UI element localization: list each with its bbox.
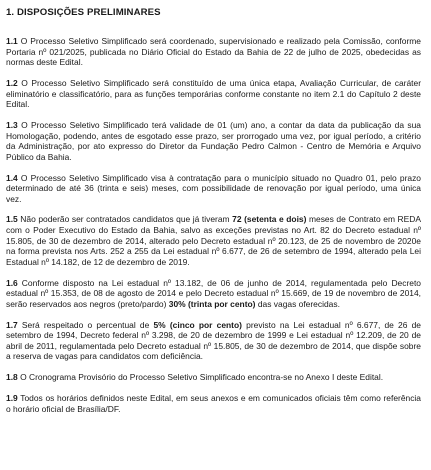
paragraph-text: Conforme disposto na Lei estadual nº 13.182, de 06 de junho de 2014, regulamentada pelo Decreto estadual nº 15.353, de 08 de agosto de 2014 e pelo Decreto estadual nº 15.669, de 19 de novembro de 2014, serão reservados aos negros (preto/pardo) xyxy=(6,277,421,309)
paragraph-number: 1.3 xyxy=(6,119,18,130)
paragraph-1-9 xyxy=(6,393,421,414)
paragraph-1-1 xyxy=(6,36,421,68)
paragraph-1-3 xyxy=(6,120,421,162)
section-heading: 1. DISPOSIÇÕES PRELIMINARES xyxy=(6,7,161,18)
paragraph-emphasis: 30% (trinta por cento) xyxy=(168,298,256,309)
paragraph-1-7 xyxy=(6,320,421,362)
paragraph-1-8 xyxy=(6,372,421,383)
paragraph-text: Será respeitado o percentual de xyxy=(17,319,154,330)
paragraph-text: Todos os horários definidos neste Edital, em seus anexos e em comunicados oficiais têm como referência o horário oficial de Brasília/DF. xyxy=(6,392,421,414)
paragraph-list xyxy=(6,36,421,414)
paragraph-text: O Processo Seletivo Simplificado será coordenado, supervisionado e realizado pela Comissão, conforme Portaria nº 021/2025, publicada no Diário Oficial do Estado da Bahia de 22 de julho de 2025, obedecidas as normas deste Edital. xyxy=(6,36,421,68)
paragraph-number: 1.2 xyxy=(6,77,18,88)
paragraph-text: previsto na Lei estadual nº 6.677, de 26 de setembro de 1994, Decreto federal nº 3.298, de 20 de dezembro de 1999 e Lei estadual nº 12.209, de 20 de abril de 2011, regulamentada pelo Decreto estadual nº 15.805, de 30 de dezembro de 2014, que dispõe sobre a reserva de vagas para candidatos com deficiência. xyxy=(6,319,421,362)
paragraph-emphasis: 72 (setenta e dois) xyxy=(232,214,307,225)
paragraph-text: O Processo Seletivo Simplificado visa à contratação para o município situado no Quadro 01, pelo prazo determinado de até 36 (trinta e seis) meses, com possibilidade de renovação por igual período, uma única vez. xyxy=(6,172,421,204)
paragraph-number: 1.7 xyxy=(6,319,18,330)
paragraph-number: 1.4 xyxy=(6,172,18,183)
paragraph-1-4 xyxy=(6,173,421,205)
paragraph-number: 1.6 xyxy=(6,277,18,288)
paragraph-text: meses de Contrato em REDA com o Poder Executivo do Estado da Bahia, salvo as exceções previstas no Art. 82 do Decreto estadual nº 15.805, de 30 de dezembro de 2014, alterado pelo Decreto estadual nº 20.123, de 25 de novembro de 2020e na forma prevista nos Arts. 252 a 255 da Lei estadual nº 6.677, de 26 de setembro de 1994, alterado pela Lei Estadual nº 14.182, de 12 de dezembro de 2019. xyxy=(6,214,421,267)
paragraph-number: 1.9 xyxy=(6,392,18,403)
paragraph-1-2 xyxy=(6,78,421,110)
paragraph-text: O Processo Seletivo Simplificado será constituído de uma única etapa, Avaliação Curricular, de caráter eliminatório e classificatório, para as funções temporárias conforme constante no item 2.1 do Capítulo 2 deste Edital. xyxy=(6,77,421,110)
paragraph-text: O Processo Seletivo Simplificado terá validade de 01 (um) ano, a contar da data da publicação da sua Homologação, podendo, antes de esgotado esse prazo, ser prorrogado uma vez, por igual período, a critério da Administração, por ato expresso do Diretor da Fundação Pedro Calmon - Centro de Memória e Arquivo Público da Bahia. xyxy=(6,119,421,162)
paragraph-number: 1.1 xyxy=(6,36,18,46)
paragraph-text: O Cronograma Provisório do Processo Seletivo Simplificado encontra-se no Anexo I deste Edital. xyxy=(17,372,384,383)
paragraph-1-5 xyxy=(6,214,421,267)
paragraph-number: 1.5 xyxy=(6,214,18,225)
paragraph-text: Não poderão ser contratados candidatos que já tiveram xyxy=(17,214,233,225)
paragraph-text: das vagas oferecidas. xyxy=(255,298,340,309)
paragraph-number: 1.8 xyxy=(6,372,18,383)
paragraph-emphasis: 5% (cinco por cento) xyxy=(153,319,242,330)
paragraph-1-6 xyxy=(6,278,421,310)
